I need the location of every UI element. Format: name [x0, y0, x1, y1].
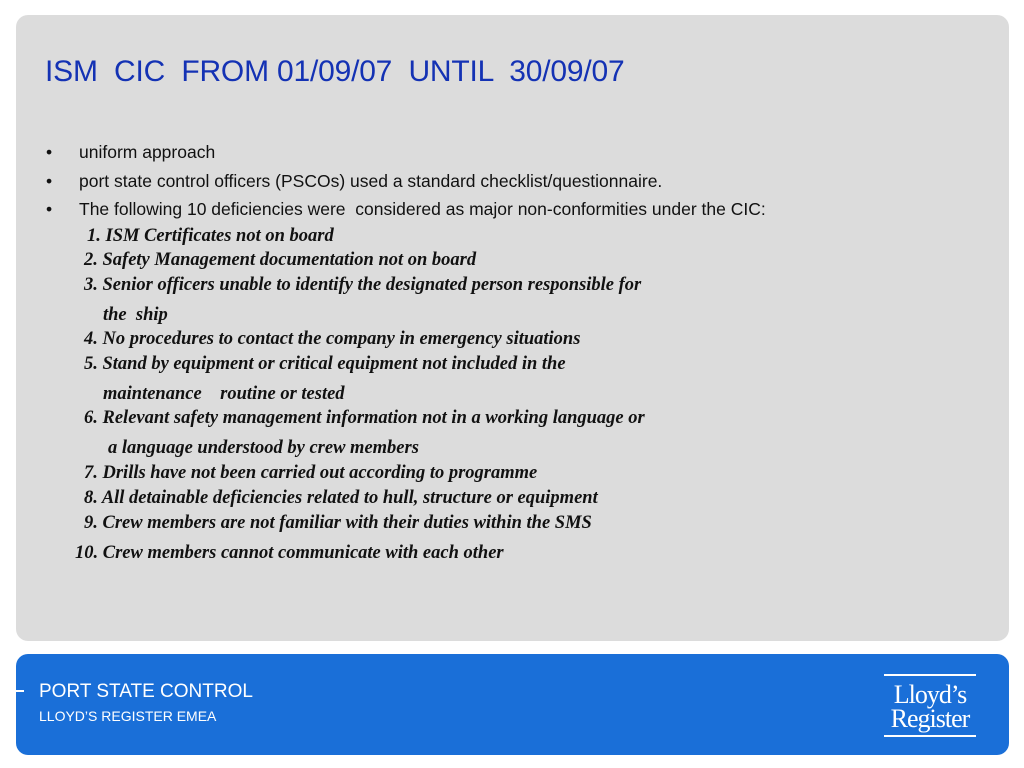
deficiency-line-continuation: maintenance routine or tested — [103, 384, 345, 404]
lloyds-register-logo — [880, 673, 980, 739]
deficiency-line: 9. Crew members are not familiar with their duties within the SMS — [84, 513, 592, 533]
deficiency-line: 3. Senior officers unable to identify the designated person responsible for — [84, 275, 642, 295]
slide-title: ISM CIC FROM 01/09/07 UNTIL 30/09/07 — [45, 55, 625, 88]
footer-dash — [16, 690, 24, 692]
footer-title: PORT STATE CONTROL — [39, 681, 253, 702]
bullet-item — [46, 138, 766, 167]
deficiency-line: 10. Crew members cannot communicate with each other — [75, 543, 504, 563]
deficiency-line: 5. Stand by equipment or critical equipment not included in the — [84, 354, 566, 374]
bullet-dot-icon: • — [46, 199, 53, 219]
deficiency-line: 6. Relevant safety management information not in a working language or — [84, 408, 645, 428]
bullet-text: port state control officers (PSCOs) used a standard checklist/questionnaire. — [79, 170, 663, 191]
footer-subtitle: LLOYD’S REGISTER EMEA — [39, 708, 217, 724]
bullet-list — [46, 138, 766, 224]
deficiency-line: 4. No procedures to contact the company in emergency situations — [84, 329, 581, 349]
bullet-dot-icon: • — [46, 142, 53, 162]
svg-text:Lloyd’s: Lloyd’s — [893, 680, 967, 709]
bullet-text: The following 10 deficiencies were considered as major non-conformities under the CIC: — [79, 199, 766, 219]
bullet-item — [46, 195, 766, 224]
bullet-text: uniform approach — [79, 142, 216, 162]
deficiency-line: 2. Safety Management documentation not on board — [84, 250, 477, 270]
bullet-item — [46, 167, 766, 196]
deficiency-line: 7. Drills have not been carried out according to programme — [84, 463, 538, 483]
bullet-dot-icon: • — [46, 170, 53, 191]
deficiency-line: 8. All detainable deficiencies related to hull, structure or equipment — [84, 488, 598, 508]
deficiency-line-continuation: the ship — [103, 305, 168, 325]
deficiency-line: 1. ISM Certificates not on board — [87, 226, 334, 246]
deficiency-line-continuation: a language understood by crew members — [108, 438, 419, 458]
svg-text:Register: Register — [890, 704, 970, 733]
footer-band — [16, 654, 1009, 755]
